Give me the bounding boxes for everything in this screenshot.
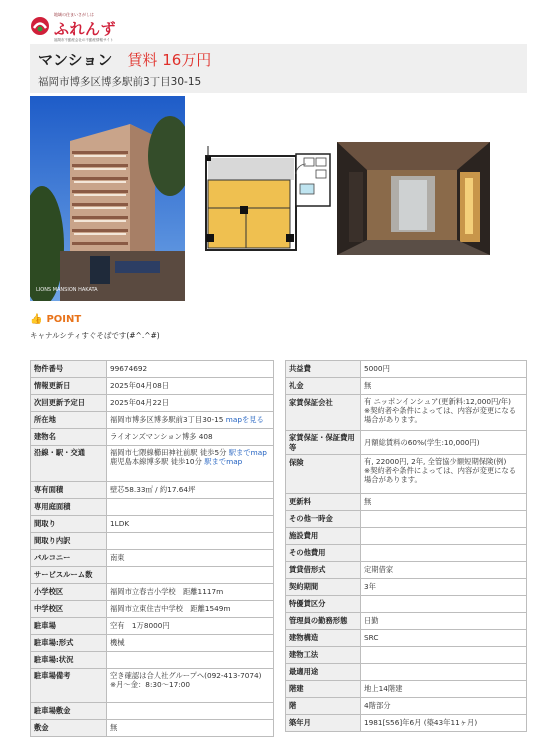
table-row [286, 681, 527, 698]
row-label: 中学校区 [31, 601, 107, 618]
row-label: 特優賃区分 [286, 596, 361, 613]
row-label: 礼金 [286, 378, 361, 395]
point-label: POINT [46, 314, 82, 325]
row-label: 最適用途 [286, 664, 361, 681]
row-value [107, 703, 274, 720]
row-value: 空き確認は合人社グループへ(092-413-7074) ※月～金：8:30～17:00 [107, 669, 274, 703]
rent-price: 賃料 16万円 [127, 51, 212, 69]
station-line-2: 鹿児島本線博多駅 徒歩10分 [110, 457, 202, 467]
floor-plan-image [204, 144, 334, 254]
table-row [31, 533, 274, 550]
row-value: 99674692 [107, 361, 274, 378]
row-label: 賃貸借形式 [286, 562, 361, 579]
row-label: 建物名 [31, 429, 107, 446]
building-photo[interactable] [30, 96, 185, 301]
row-label: 契約期間 [286, 579, 361, 596]
row-value: 無 [361, 378, 527, 395]
table-row [31, 361, 274, 378]
row-value [361, 528, 527, 545]
table-row [286, 361, 527, 378]
table-row [31, 652, 274, 669]
station-map-link[interactable]: 駅までmap [204, 457, 243, 467]
table-row [286, 647, 527, 664]
row-label: 保険 [286, 455, 361, 494]
row-value [107, 567, 274, 584]
row-value [107, 412, 274, 429]
table-row [286, 378, 527, 395]
point-heading [30, 314, 81, 325]
table-row [31, 618, 274, 635]
row-value: 無 [361, 494, 527, 511]
table-row [286, 630, 527, 647]
table-row [286, 698, 527, 715]
row-value [361, 545, 527, 562]
row-label: 駐車場:形式 [31, 635, 107, 652]
property-type: マンション [38, 51, 113, 69]
table-row [286, 528, 527, 545]
row-label: 小学校区 [31, 584, 107, 601]
row-value: 壁芯58.33㎡ / 約17.64坪 [107, 482, 274, 499]
table-row [31, 584, 274, 601]
table-row [31, 635, 274, 652]
row-label: 更新料 [286, 494, 361, 511]
brand-sub: 福岡市不動産会社の不動産情報サイト [54, 38, 114, 42]
table-row [31, 550, 274, 567]
table-row [31, 516, 274, 533]
row-value: 南東 [107, 550, 274, 567]
table-row [31, 669, 274, 703]
property-details-table-left [30, 360, 274, 737]
row-label: 階 [286, 698, 361, 715]
row-value: 有, 22000円, 2年, 全管協少額短期保険(例) ※契約者や条件によっては、内容が変更になる場合があります。 [361, 455, 527, 494]
title-row [38, 49, 211, 70]
entrance-photo-image [337, 142, 490, 255]
row-label: バルコニー [31, 550, 107, 567]
table-row [31, 703, 274, 720]
table-row [31, 567, 274, 584]
row-value: 機械 [107, 635, 274, 652]
station-line-1: 福岡市七隈線櫛田神社前駅 徒歩5分 [110, 448, 227, 457]
row-label: その他一時金 [286, 511, 361, 528]
map-link[interactable]: mapを見る [225, 415, 264, 425]
table-row [286, 455, 527, 494]
row-value: 定期借家 [361, 562, 527, 579]
table-row [31, 395, 274, 412]
row-value: 3年 [361, 579, 527, 596]
row-value: 無 [107, 720, 274, 737]
building-sign: LIONS MANSION HAKATA [36, 287, 98, 293]
thumbs-up-icon: 👍 [30, 314, 43, 325]
row-value: 1981[S56]年6月 (築43年11ヶ月) [361, 715, 527, 732]
row-value: 2025年04月08日 [107, 378, 274, 395]
table-row [286, 511, 527, 528]
row-value: 日勤 [361, 613, 527, 630]
address-value: 福岡市博多区博多駅前3丁目30-15 [110, 415, 224, 425]
table-row [31, 482, 274, 499]
table-row [286, 715, 527, 732]
table-row [286, 545, 527, 562]
table-row [31, 378, 274, 395]
table-row [286, 562, 527, 579]
table-row [286, 596, 527, 613]
row-value: 4階部分 [361, 698, 527, 715]
row-value [361, 596, 527, 613]
table-row [31, 720, 274, 737]
table-row [31, 499, 274, 516]
row-label: 駐車場敷金 [31, 703, 107, 720]
row-label: 専有面積 [31, 482, 107, 499]
row-label: 間取り内訳 [31, 533, 107, 550]
brand-name: ふれんず [54, 20, 117, 38]
table-row [286, 431, 527, 455]
entrance-photo[interactable] [337, 142, 490, 255]
row-value [107, 652, 274, 669]
row-value [107, 446, 274, 482]
row-label: 施設費用 [286, 528, 361, 545]
row-value: 空有 1万8000円 [107, 618, 274, 635]
row-label: 駐車場 [31, 618, 107, 635]
row-label: サービスルーム数 [31, 567, 107, 584]
table-row [286, 664, 527, 681]
row-label: 情報更新日 [31, 378, 107, 395]
row-value [361, 647, 527, 664]
property-address: 福岡市博多区博多駅前3丁目30-15 [38, 76, 202, 88]
building-photo-image [30, 96, 185, 301]
row-label: 築年月 [286, 715, 361, 732]
table-row [31, 601, 274, 618]
row-value: 有 ニッポンインシュア(更新料:12,000円/年) ※契約者や条件によっては、内容が変更になる場合があります。 [361, 395, 527, 431]
row-value [361, 664, 527, 681]
row-value: SRC [361, 630, 527, 647]
table-row [31, 412, 274, 429]
row-label: 駐車場備考 [31, 669, 107, 703]
table-row [286, 395, 527, 431]
row-value: 地上14階建 [361, 681, 527, 698]
row-label: 家賃保証会社 [286, 395, 361, 431]
row-label: 間取り [31, 516, 107, 533]
brand-logo[interactable] [30, 12, 150, 40]
row-value [107, 533, 274, 550]
row-label: 物件番号 [31, 361, 107, 378]
station-map-link[interactable]: 駅までmap [228, 448, 267, 457]
row-label: 共益費 [286, 361, 361, 378]
row-label: 階建 [286, 681, 361, 698]
row-label: 敷金 [31, 720, 107, 737]
table-row [31, 429, 274, 446]
row-value: 福岡市立春吉小学校 距離1117m [107, 584, 274, 601]
row-value: 1LDK [107, 516, 274, 533]
row-value: 5000円 [361, 361, 527, 378]
row-label: 家賃保証・保証費用等 [286, 431, 361, 455]
row-value [361, 511, 527, 528]
property-details-table-right [285, 360, 527, 732]
brand-tagline: 地域の住まいさがしは [54, 12, 94, 17]
row-label: 次回更新予定日 [31, 395, 107, 412]
listing-header [30, 44, 527, 93]
row-label: 管理員の勤務形態 [286, 613, 361, 630]
row-label: 所在地 [31, 412, 107, 429]
floor-plan[interactable] [204, 144, 334, 254]
row-value: 福岡市立東住吉中学校 距離1549m [107, 601, 274, 618]
row-label: その他費用 [286, 545, 361, 562]
row-label: 建物構造 [286, 630, 361, 647]
table-row [286, 613, 527, 630]
row-value: 月額総賃料の60%(学生:10,000円) [361, 431, 527, 455]
row-label: 専用庭面積 [31, 499, 107, 516]
point-text: キャナルシティすぐそばです(#^.^#) [30, 331, 160, 340]
row-label: 建物工法 [286, 647, 361, 664]
logo-mark-icon [30, 16, 50, 36]
table-row [286, 579, 527, 596]
row-value [107, 499, 274, 516]
row-label: 駐車場:状況 [31, 652, 107, 669]
table-row [286, 494, 527, 511]
row-label: 沿線・駅・交通 [31, 446, 107, 482]
row-value: ライオンズマンション博多 408 [107, 429, 274, 446]
row-value: 2025年04月22日 [107, 395, 274, 412]
table-row [31, 446, 274, 482]
